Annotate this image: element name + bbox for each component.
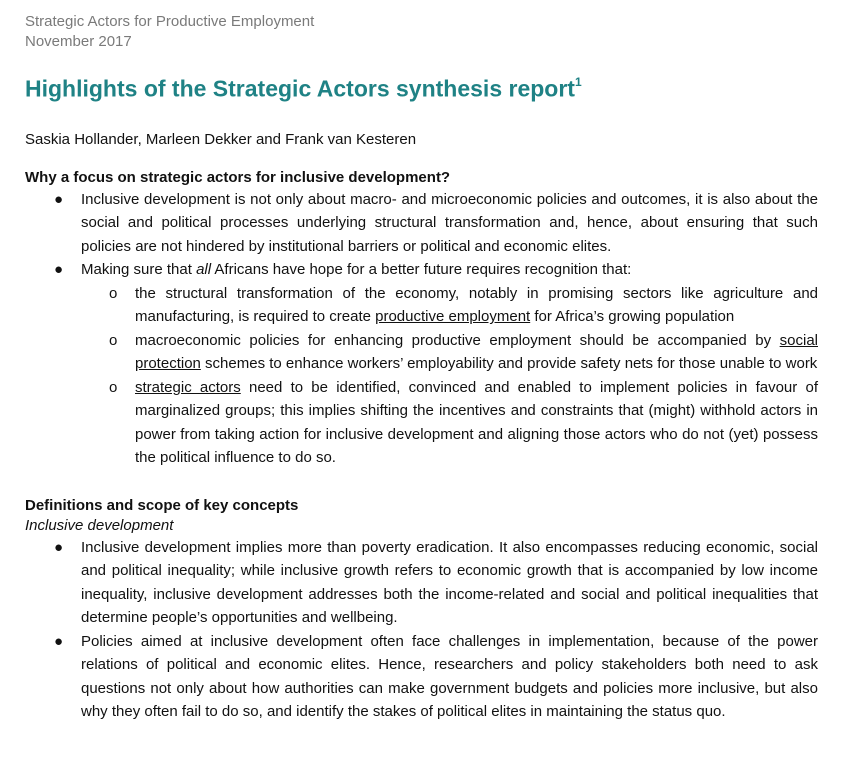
sub-text-pre: macroeconomic policies for enhancing productive employment should be accompanied by <box>135 331 780 349</box>
section-heading-definitions: Definitions and scope of key concepts <box>25 496 299 514</box>
recognition-sublist <box>25 282 818 470</box>
subsection-heading-inclusive-development: Inclusive development <box>25 516 174 534</box>
sub-text-post: schemes to enhance workers’ employability and provide safety nets for those unable to work <box>200 355 818 373</box>
emphasis-all: all <box>196 261 212 279</box>
section-heading-focus: Why a focus on strategic actors for inclusive development? <box>25 168 451 186</box>
list-item <box>25 630 818 724</box>
bullet-marker: ● <box>54 190 64 208</box>
focus-bullet-list <box>25 188 818 282</box>
bullet-text-post: Africans have hope for a better future requires recognition that: <box>211 261 632 279</box>
authors: Saskia Hollander, Marleen Dekker and Frank van Kesteren <box>25 130 417 148</box>
term-social-protection: social protection <box>135 331 818 373</box>
term-strategic-actors: strategic actors <box>135 378 241 396</box>
spacer <box>25 470 818 490</box>
publication-date: November 2017 <box>25 33 132 50</box>
term-productive-employment: productive employment <box>375 308 531 326</box>
list-item <box>25 376 818 470</box>
bullet-marker: ● <box>54 261 64 279</box>
definitions-bullet-list <box>25 536 818 724</box>
footnote-marker[interactable]: 1 <box>574 75 582 89</box>
sub-bullet-marker: o <box>109 284 118 302</box>
list-item <box>25 258 818 282</box>
bullet-text: Inclusive development implies more than poverty eradication. It also encompasses reducing economic, social and political inequality; while inclusive growth refers to economic growth that is accompanied by low income inequality, inclusive development addresses both the income-related and social and political inequalities that determine people’s opportunities and wellbeing. <box>81 538 818 627</box>
sub-bullet-marker: o <box>109 378 118 396</box>
list-item <box>25 188 818 259</box>
bullet-text-pre: Making sure that <box>81 261 197 279</box>
bullet-text: Policies aimed at inclusive development often face challenges in implementation, because of the power relations of political and economic elites. Hence, researchers and policy stakeholders both need to ask questions not only about how authorities can make government budgets and policies more inclusive, but also why they often fail to do so, and identify the stakes of political elites in maintaining the status quo. <box>81 632 818 721</box>
sub-text-post: for Africa’s growing population <box>530 308 735 326</box>
list-item <box>25 329 818 376</box>
sub-text-pre: the structural transformation of the economy, notably in promising sectors like agriculture and manufacturing, is required to create <box>135 284 818 326</box>
bullet-marker: ● <box>54 538 64 556</box>
series-title: Strategic Actors for Productive Employment <box>25 13 315 30</box>
bullet-marker: ● <box>54 632 64 650</box>
list-item <box>25 536 818 630</box>
sub-bullet-marker: o <box>109 331 118 349</box>
title-text: Highlights of the Strategic Actors synthesis report <box>25 75 575 102</box>
list-item <box>25 282 818 329</box>
bullet-text: Inclusive development is not only about macro- and microeconomic policies and outcomes, it is also about the social and political processes underlying structural transformation and, hence, about ensuring that such policies are not hindered by institutional barriers or political and economic elites. <box>81 190 818 255</box>
document-title <box>25 70 818 103</box>
sub-text-post: need to be identified, convinced and enabled to implement policies in favour of marginalized groups; this implies shifting the incentives and constraints that (might) withhold actors in power from taking action for inclusive development and aligning those actors who do not (yet) possess the political influence to do so. <box>135 378 818 467</box>
